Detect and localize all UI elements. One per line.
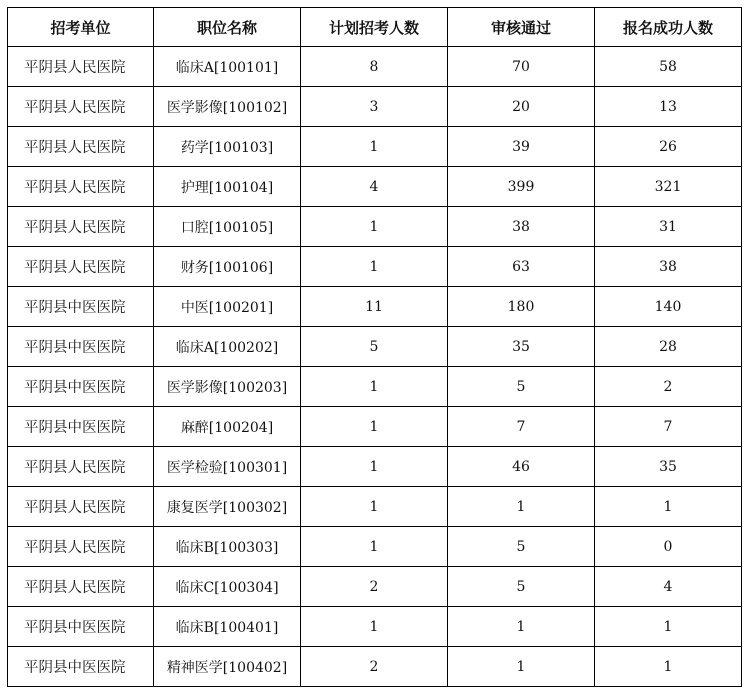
cell-registered-count: 0: [595, 527, 742, 567]
table-row: [8, 647, 742, 687]
cell-planned-count: 1: [301, 447, 448, 487]
cell-unit: 平阴县人民医院: [8, 207, 154, 247]
cell-planned-count: 11: [301, 287, 448, 327]
cell-approved: 5: [448, 367, 595, 407]
cell-position: 医学影像[100102]: [154, 87, 301, 127]
cell-planned-count: 2: [301, 567, 448, 607]
cell-unit: 平阴县人民医院: [8, 127, 154, 167]
cell-position: 口腔[100105]: [154, 207, 301, 247]
cell-approved: 1: [448, 487, 595, 527]
cell-unit: 平阴县中医医院: [8, 407, 154, 447]
table-row: [8, 87, 742, 127]
cell-registered-count: 1: [595, 647, 742, 687]
cell-registered-count: 58: [595, 47, 742, 87]
cell-position: 财务[100106]: [154, 247, 301, 287]
cell-planned-count: 1: [301, 367, 448, 407]
cell-approved: 38: [448, 207, 595, 247]
cell-registered-count: 38: [595, 247, 742, 287]
cell-approved: 46: [448, 447, 595, 487]
cell-unit: 平阴县人民医院: [8, 167, 154, 207]
cell-unit: 平阴县人民医院: [8, 527, 154, 567]
cell-registered-count: 1: [595, 487, 742, 527]
cell-registered-count: 2: [595, 367, 742, 407]
cell-registered-count: 7: [595, 407, 742, 447]
table-row: [8, 567, 742, 607]
cell-planned-count: 1: [301, 487, 448, 527]
cell-approved: 70: [448, 47, 595, 87]
cell-planned-count: 4: [301, 167, 448, 207]
cell-unit: 平阴县人民医院: [8, 487, 154, 527]
cell-planned-count: 1: [301, 527, 448, 567]
table-row: [8, 247, 742, 287]
cell-unit: 平阴县中医医院: [8, 367, 154, 407]
cell-approved: 63: [448, 247, 595, 287]
cell-position: 护理[100104]: [154, 167, 301, 207]
cell-planned-count: 1: [301, 207, 448, 247]
cell-position: 精神医学[100402]: [154, 647, 301, 687]
cell-position: 药学[100103]: [154, 127, 301, 167]
cell-registered-count: 13: [595, 87, 742, 127]
cell-registered-count: 321: [595, 167, 742, 207]
cell-planned-count: 2: [301, 647, 448, 687]
cell-approved: 180: [448, 287, 595, 327]
table-row: [8, 287, 742, 327]
header-planned-count: 计划招考人数: [301, 8, 448, 47]
cell-position: 中医[100201]: [154, 287, 301, 327]
table-row: [8, 47, 742, 87]
cell-approved: 5: [448, 567, 595, 607]
cell-unit: 平阴县中医医院: [8, 647, 154, 687]
cell-planned-count: 1: [301, 247, 448, 287]
cell-registered-count: 26: [595, 127, 742, 167]
cell-registered-count: 140: [595, 287, 742, 327]
cell-unit: 平阴县中医医院: [8, 607, 154, 647]
header-unit: 招考单位: [8, 8, 154, 47]
cell-position: 医学影像[100203]: [154, 367, 301, 407]
cell-approved: 35: [448, 327, 595, 367]
table-row: [8, 447, 742, 487]
cell-unit: 平阴县人民医院: [8, 87, 154, 127]
cell-approved: 399: [448, 167, 595, 207]
cell-unit: 平阴县中医医院: [8, 287, 154, 327]
cell-position: 临床B[100401]: [154, 607, 301, 647]
cell-planned-count: 1: [301, 607, 448, 647]
cell-unit: 平阴县人民医院: [8, 247, 154, 287]
header-position: 职位名称: [154, 8, 301, 47]
table-row: [8, 367, 742, 407]
cell-registered-count: 4: [595, 567, 742, 607]
cell-registered-count: 31: [595, 207, 742, 247]
cell-registered-count: 28: [595, 327, 742, 367]
cell-planned-count: 3: [301, 87, 448, 127]
table-row: [8, 327, 742, 367]
table-row: [8, 607, 742, 647]
cell-planned-count: 5: [301, 327, 448, 367]
table-row: [8, 127, 742, 167]
cell-position: 麻醉[100204]: [154, 407, 301, 447]
header-registered-count: 报名成功人数: [595, 8, 742, 47]
cell-position: 临床A[100202]: [154, 327, 301, 367]
table-row: [8, 167, 742, 207]
table-row: [8, 487, 742, 527]
cell-planned-count: 1: [301, 407, 448, 447]
table-row: [8, 407, 742, 447]
cell-approved: 20: [448, 87, 595, 127]
header-row: [8, 8, 742, 47]
cell-unit: 平阴县人民医院: [8, 47, 154, 87]
cell-position: 康复医学[100302]: [154, 487, 301, 527]
cell-unit: 平阴县中医医院: [8, 327, 154, 367]
cell-registered-count: 35: [595, 447, 742, 487]
cell-registered-count: 1: [595, 607, 742, 647]
cell-approved: 1: [448, 647, 595, 687]
table-header: [8, 8, 742, 47]
cell-unit: 平阴县人民医院: [8, 447, 154, 487]
cell-position: 临床C[100304]: [154, 567, 301, 607]
cell-planned-count: 8: [301, 47, 448, 87]
table-body: [8, 47, 742, 687]
cell-position: 临床B[100303]: [154, 527, 301, 567]
cell-approved: 39: [448, 127, 595, 167]
table-row: [8, 527, 742, 567]
cell-position: 临床A[100101]: [154, 47, 301, 87]
cell-unit: 平阴县人民医院: [8, 567, 154, 607]
cell-approved: 1: [448, 607, 595, 647]
cell-planned-count: 1: [301, 127, 448, 167]
table-row: [8, 207, 742, 247]
cell-approved: 7: [448, 407, 595, 447]
cell-approved: 5: [448, 527, 595, 567]
cell-position: 医学检验[100301]: [154, 447, 301, 487]
registration-table: [7, 7, 742, 687]
header-approved: 审核通过: [448, 8, 595, 47]
